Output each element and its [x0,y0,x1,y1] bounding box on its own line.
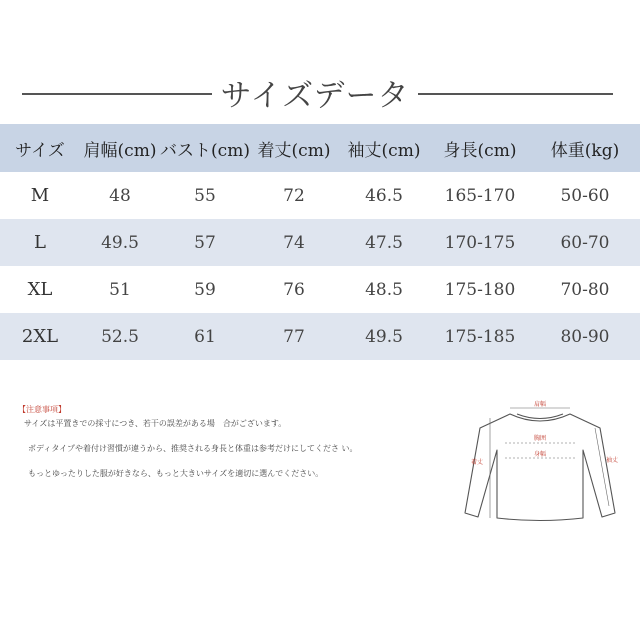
table-cell: 70-80 [560,279,610,300]
header-shoulder: 肩幅(cm) [83,140,157,161]
table-row [0,172,640,219]
label-body-width: 身幅 [533,451,547,458]
table-cell: 52.5 [101,326,139,347]
page-title: サイズデータ [220,78,410,114]
table-cell: 76 [283,279,305,300]
table-cell: 61 [194,326,216,347]
note-item: サイズは平置きでの採寸につき、若干の誤差がある場 合がございます。 [24,419,287,428]
table-row [0,313,640,360]
title-divider-left [22,93,212,95]
header-bust: バスト(cm) [160,140,250,161]
header-length: 着丈(cm) [257,140,331,161]
table-cell: 48.5 [365,279,403,300]
table-cell: 165-170 [444,185,516,206]
shirt-outline-icon [465,414,615,521]
title-divider-right [418,93,613,95]
table-cell: 59 [194,279,216,300]
table-cell-size: XL [27,279,53,300]
header-sleeve: 袖丈(cm) [347,140,421,161]
table-cell-size: M [30,185,50,206]
table-cell: 48 [109,185,131,206]
table-cell: 57 [194,232,216,253]
table-cell: 51 [109,279,131,300]
title-row [0,68,640,118]
table-row [0,219,640,266]
table-cell-size: 2XL [21,326,59,347]
header-height: 身長(cm) [443,140,517,161]
table-cell: 72 [283,185,305,206]
table-header-row [0,124,640,172]
size-table [0,124,640,360]
table-cell: 175-185 [444,326,516,347]
table-cell: 77 [283,326,305,347]
header-size: サイズ [15,140,65,161]
note-item: もっとゆったりした服が好きなら、もっと大きいサイズを適切に選んでください。 [28,469,324,478]
table-cell: 49.5 [365,326,403,347]
label-sleeve: 袖丈 [605,457,619,464]
notes-section [18,404,438,479]
table-cell: 47.5 [365,232,403,253]
table-cell: 55 [194,185,216,206]
label-shoulder: 肩幅 [533,401,547,408]
label-length: 着丈 [470,459,484,466]
notes-heading: 【注意事項】 [18,405,66,414]
table-cell: 74 [283,232,305,253]
table-cell: 49.5 [101,232,139,253]
measurement-diagram [455,398,625,533]
table-cell: 60-70 [560,232,610,253]
table-cell: 50-60 [560,185,610,206]
label-bust: 胸囲 [533,435,547,442]
note-item: ボディタイプや着付け習慣が違うから、推奨される身長と体重は参考だけにしてくださ い。 [28,444,358,453]
header-weight: 体重(kg) [550,140,620,161]
table-cell: 46.5 [365,185,403,206]
table-cell: 175-180 [444,279,516,300]
table-row [0,266,640,313]
table-cell: 170-175 [444,232,516,253]
table-cell: 80-90 [560,326,610,347]
table-cell-size: L [34,232,46,253]
